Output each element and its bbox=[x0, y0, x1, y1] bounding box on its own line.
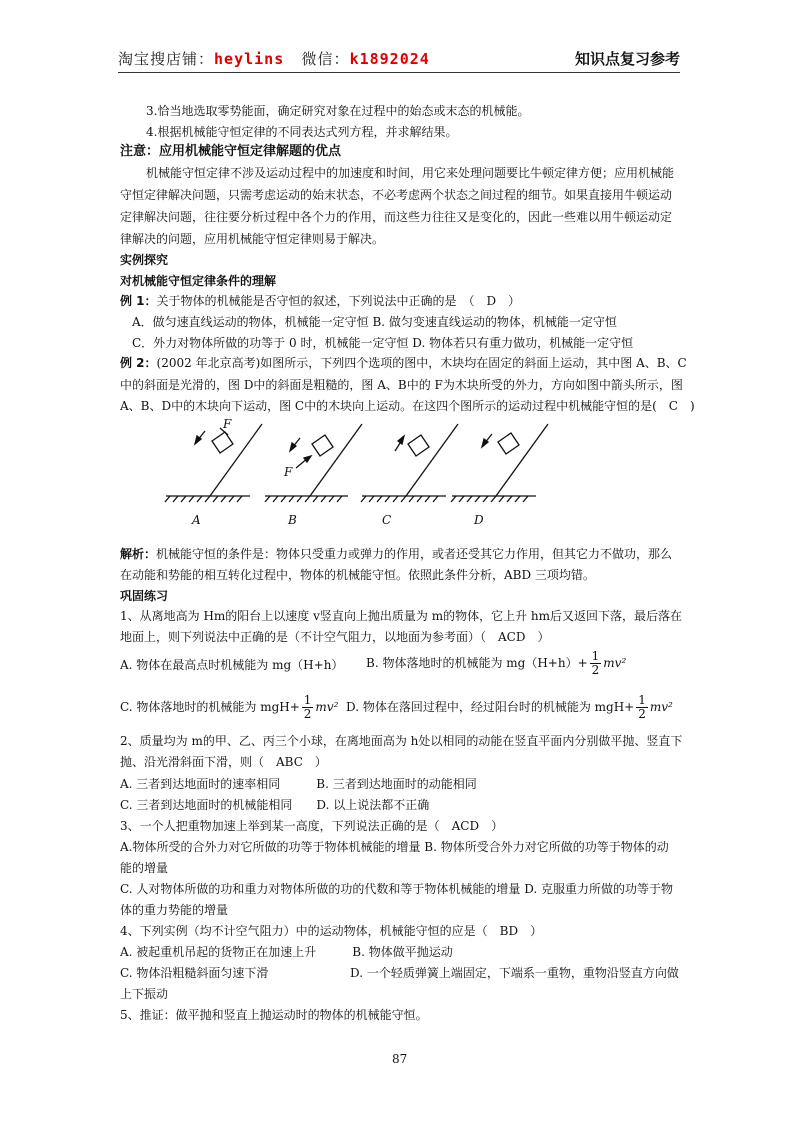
mv2: mv² bbox=[315, 700, 339, 714]
note-line: 律解决的问题，应用机械能守恒定律则易于解决。 bbox=[120, 232, 385, 246]
practice-q1-option-d bbox=[346, 694, 673, 721]
sub-examples: 对机械能守恒定律条件的理解 bbox=[120, 274, 277, 288]
incline-figure bbox=[150, 416, 550, 534]
practice-q4-option-c: C. 物体沿粗糙斜面匀速下滑 bbox=[120, 966, 269, 980]
option-b-text: B. 物体落地时的机械能为 mg（H+h）+ bbox=[366, 656, 588, 670]
example1-question bbox=[120, 292, 520, 310]
option-d-text: D. 物体在落回过程中，经过阳台时的机械能为 mgH+ bbox=[346, 700, 635, 714]
panel-d bbox=[451, 424, 548, 502]
shop-info bbox=[118, 48, 430, 69]
option-c-text: C. 物体落地时的机械能为 mgH+ bbox=[120, 700, 300, 714]
example2-line: A、B、D中的木块向下运动，图 C中的木块向上运动。在这四个图所示的运动过程中机械能守恒的是( C ) bbox=[120, 399, 695, 413]
page-number: 87 bbox=[392, 1052, 408, 1066]
step-4: 4.根据机械能守恒定律的不同表达式列方程，并求解结果。 bbox=[146, 125, 458, 139]
practice-q2-options: C. 三者到达地面时的机械能相同 D. 以上说法都不正确 bbox=[120, 798, 430, 812]
figure-label-b: B bbox=[288, 513, 297, 527]
fraction-half: $\frac{1}{2}$ bbox=[591, 649, 600, 677]
fraction-half: $\frac{1}{2}$ bbox=[303, 693, 312, 721]
page-header bbox=[118, 46, 680, 73]
header-title: 知识点复习参考 bbox=[574, 50, 680, 68]
mv2: mv² bbox=[603, 656, 627, 670]
note-line: 守恒定律解决问题，只需考虑运动的始末状态，不必考虑两个状态之间过程的细节。如果直接用牛顿运动 bbox=[120, 188, 673, 202]
example2-text: (2002 年北京高考)如图所示，下列四个选项的图中，木块均在固定的斜面上运动，其中图 A、B、C bbox=[156, 356, 687, 370]
analysis-line bbox=[120, 545, 672, 563]
section-practice: 巩固练习 bbox=[120, 589, 169, 603]
figure-label-c: C bbox=[382, 513, 392, 527]
practice-q3: C. 人对物体所做的功和重力对物体所做的功的代数和等于物体机械能的增量 D. 克服重力所做的功等于物 bbox=[120, 882, 674, 896]
panel-b bbox=[265, 424, 362, 502]
practice-q3: 能的增量 bbox=[120, 861, 169, 875]
practice-q1-option-b bbox=[366, 650, 626, 677]
practice-q2: 抛、沿光滑斜面下滑，则（ ABC ） bbox=[120, 755, 327, 769]
practice-q2: 2、质量均为 m的甲、乙、丙三个小球，在离地面高为 h处以相同的动能在竖直平面内分别做平抛、竖直下 bbox=[120, 734, 683, 748]
wechat-prefix: 微信： bbox=[301, 50, 350, 68]
practice-q3: A.物体所受的合外力对它所做的功等于物体机械能的增量 B. 物体所受合外力对它所做的功等于物体的动 bbox=[120, 840, 669, 854]
practice-q4-option-d: D. 一个轻质弹簧上端固定，下端系一重物，重物沿竖直方向做 bbox=[350, 966, 679, 980]
example2-line: 中的斜面是光滑的，图 D中的斜面是粗糙的，图 A、B中的 F为木块所受的外力，方向如图中箭头所示，图 bbox=[120, 378, 683, 392]
example1-options: C．外力对物体所做的功等于 0 时，机械能一定守恒 D. 物体若只有重力做功，机械能一定守恒 bbox=[132, 336, 634, 350]
fraction-half: $\frac{1}{2}$ bbox=[638, 693, 646, 721]
practice-q5: 5、推证：做平抛和竖直上抛运动时的物体的机械能守恒。 bbox=[120, 1008, 428, 1022]
step-3: 3.恰当地选取零势能面，确定研究对象在过程中的始态或末态的机械能。 bbox=[146, 104, 530, 118]
practice-q1: 地面上，则下列说法中正确的是（不计空气阻力，以地面为参考面）（ ACD ） bbox=[120, 630, 550, 644]
force-label-b: F bbox=[284, 465, 293, 479]
panel-c bbox=[361, 424, 458, 502]
practice-q1-option-a: A. 物体在最高点时机械能为 mg（H+h） bbox=[120, 658, 344, 672]
practice-q1: 1、从离地高为 Hm的阳台上以速度 v竖直向上抛出质量为 m的物体，它上升 hm后又返回下落，最后落在 bbox=[120, 609, 683, 623]
shop-name: heylins bbox=[214, 50, 285, 68]
mv2: mv² bbox=[649, 700, 673, 714]
panel-a bbox=[165, 424, 262, 502]
practice-q3: 3、一个人把重物加速上举到某一高度，下列说法正确的是（ ACD ） bbox=[120, 819, 504, 833]
analysis-text: 机械能守恒的条件是：物体只受重力或弹力的作用，或者还受其它力作用，但其它力不做功，那么 bbox=[156, 547, 673, 561]
note-line: 定律解决问题，往往要分析过程中各个力的作用，而这些力往往又是变化的，因此一些难以用牛顿运动定 bbox=[120, 210, 673, 224]
figure-label-a: A bbox=[192, 513, 201, 527]
note-title: 注意：应用机械能守恒定律解题的优点 bbox=[120, 144, 342, 159]
note-line: 机械能守恒定律不涉及运动过程中的加速度和时间，用它来处理问题要比牛顿定律方便；应用机械能 bbox=[146, 166, 675, 180]
practice-q2-options: A. 三者到达地面时的速率相同 B. 三者到达地面时的动能相同 bbox=[120, 777, 477, 791]
example2-label: 例 2： bbox=[120, 356, 157, 370]
practice-q1-option-c bbox=[120, 694, 338, 721]
section-examples: 实例探究 bbox=[120, 253, 169, 267]
example1-text: 关于物体的机械能是否守恒的叙述，下列说法中正确的是 （ D ） bbox=[156, 294, 521, 308]
shop-prefix: 淘宝搜店铺： bbox=[118, 50, 215, 68]
practice-q3: 体的重力势能的增量 bbox=[120, 903, 229, 917]
example2-line bbox=[120, 354, 687, 372]
practice-q4: 上下振动 bbox=[120, 987, 169, 1001]
wechat-id: k1892024 bbox=[349, 50, 430, 68]
figure-label-d: D bbox=[474, 513, 484, 527]
practice-q4-options: A. 被起重机吊起的货物正在加速上升 B. 物体做平抛运动 bbox=[120, 945, 453, 959]
example1-options: A．做匀速直线运动的物体，机械能一定守恒 B. 做匀变速直线运动的物体，机械能一定守恒 bbox=[132, 315, 617, 329]
analysis-label: 解析： bbox=[120, 547, 157, 561]
example1-label: 例 1： bbox=[120, 294, 157, 308]
force-label-a: F bbox=[223, 417, 232, 431]
analysis-line: 在动能和势能的相互转化过程中，物体的机械能守恒。依照此条件分析，ABD 三项均错。 bbox=[120, 568, 595, 582]
practice-q4: 4、下列实例（均不计空气阻力）中的运动物体，机械能守恒的应是（ BD ） bbox=[120, 924, 543, 938]
